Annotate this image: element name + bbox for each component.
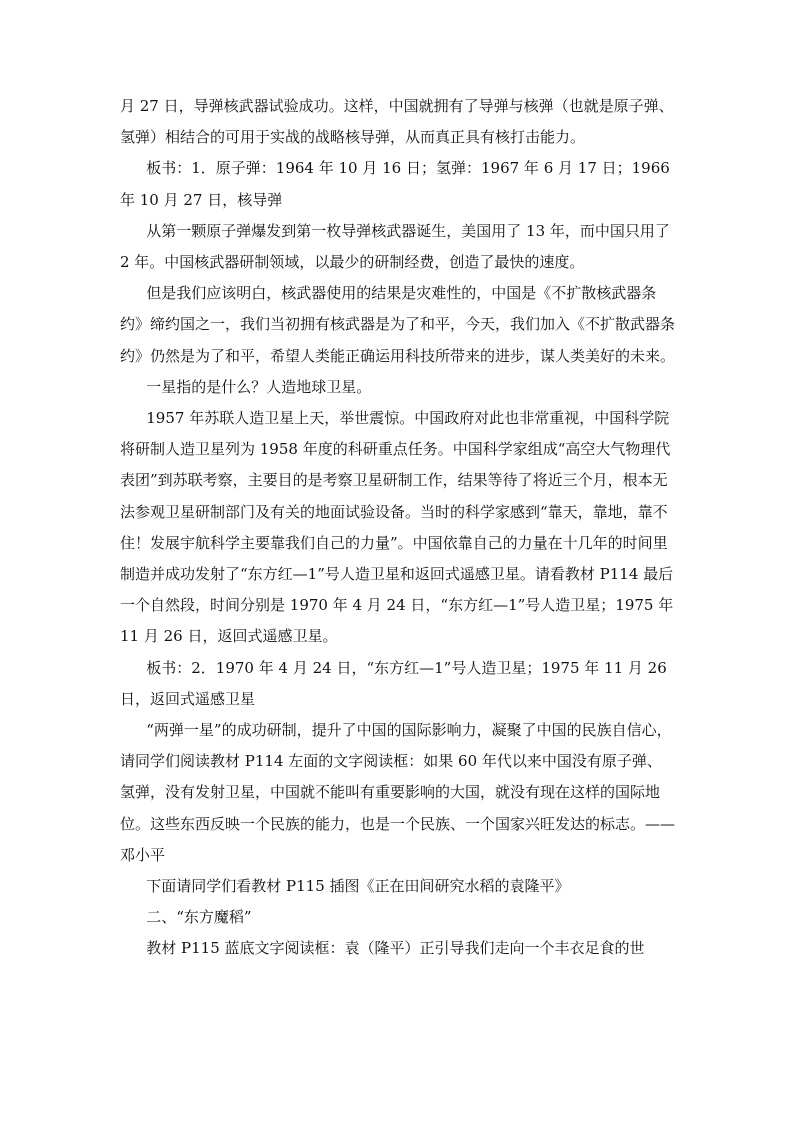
document-body: [120, 88, 676, 965]
paragraph-peace: 但是我们应该明白，核武器使用的结果是灾难性的，中国是《不扩散核武器条约》缔约国之一，我们当初拥有核武器是为了和平，今天，我们加入《不扩散武器条约》仍然是为了和平，希望人类能正确运用科技所带来的进步，谋人类美好的未来。: [120, 284, 676, 365]
paragraph-board-notes-1: 板书：1．原子弹：1964 年 10 月 16 日；氢弹：1967 年 6 月 17 日；1966 年 10 月 27 日，核导弹: [120, 159, 670, 209]
paragraph-continuation: 月 27 日，导弹核武器试验成功。这样，中国就拥有了导弹与核弹（也就是原子弹、氢弹）相结合的可用于实战的战略核导弹，从而真正具有核打击能力。: [120, 97, 674, 147]
paragraph-yuan-longping-figure: 下面请同学们看教材 P115 插图《正在田间研究水稻的袁隆平》: [146, 877, 570, 896]
paragraph-one-star-question: 一星指的是什么？人造地球卫星。: [146, 377, 372, 396]
paragraph-board-notes-2: 板书：2．1970 年 4 月 24 日，“东方红—1”号人造卫星；1975 年 11 月 26 日，返回式遥感卫星: [120, 658, 667, 708]
paragraph-two-bombs-one-star: “两弹一星”的成功研制，提升了中国的国际影响力，凝聚了中国的民族自信心，请同学们阅读教材 P114 左面的文字阅读框：如果 60 年代以来中国没有原子弹、氢弹，没有发射卫星，中国就不能叫有重要影响的大国，就没有现在这样的国际地位。这些东西反映一个民族的能力，也是一个民族、一个国家兴旺发达的标志。——邓小平: [120, 721, 676, 864]
paragraph-reading-box: 教材 P115 蓝底文字阅读框：袁（隆平）正引导我们走向一个丰衣足食的世: [146, 939, 645, 958]
section-heading-eastern-magic-rice: 二、“东方魔稻”: [146, 908, 252, 927]
paragraph-satellite-history: 1957 年苏联人造卫星上天，举世震惊。中国政府对此也非常重视，中国科学院将研制人造卫星列为 1958 年度的科研重点任务。中国科学家组成“高空大气物理代表团”到苏联考察，主要目的是考察卫星研制工作，结果等待了将近三个月，根本无法参观卫星研制部门及有关的地面试验设备。当时的科学家感到“靠天，靠地，靠不住！发展宇航科学主要靠我们自己的力量”。中国依靠自己的力量在十几年的时间里制造并成功发射了“东方红—1”号人造卫星和返回式遥感卫星。请看教材 P114 最后一个自然段，时间分别是 1970 年 4 月 24 日，“东方红—1”号人造卫星；1975 年 11 月 26 日，返回式遥感卫星。: [120, 409, 674, 646]
paragraph-nuclear-speed: 从第一颗原子弹爆发到第一枚导弹核武器诞生，美国用了 13 年，而中国只用了 2 年。中国核武器研制领域，以最少的研制经费，创造了最快的速度。: [120, 221, 670, 272]
